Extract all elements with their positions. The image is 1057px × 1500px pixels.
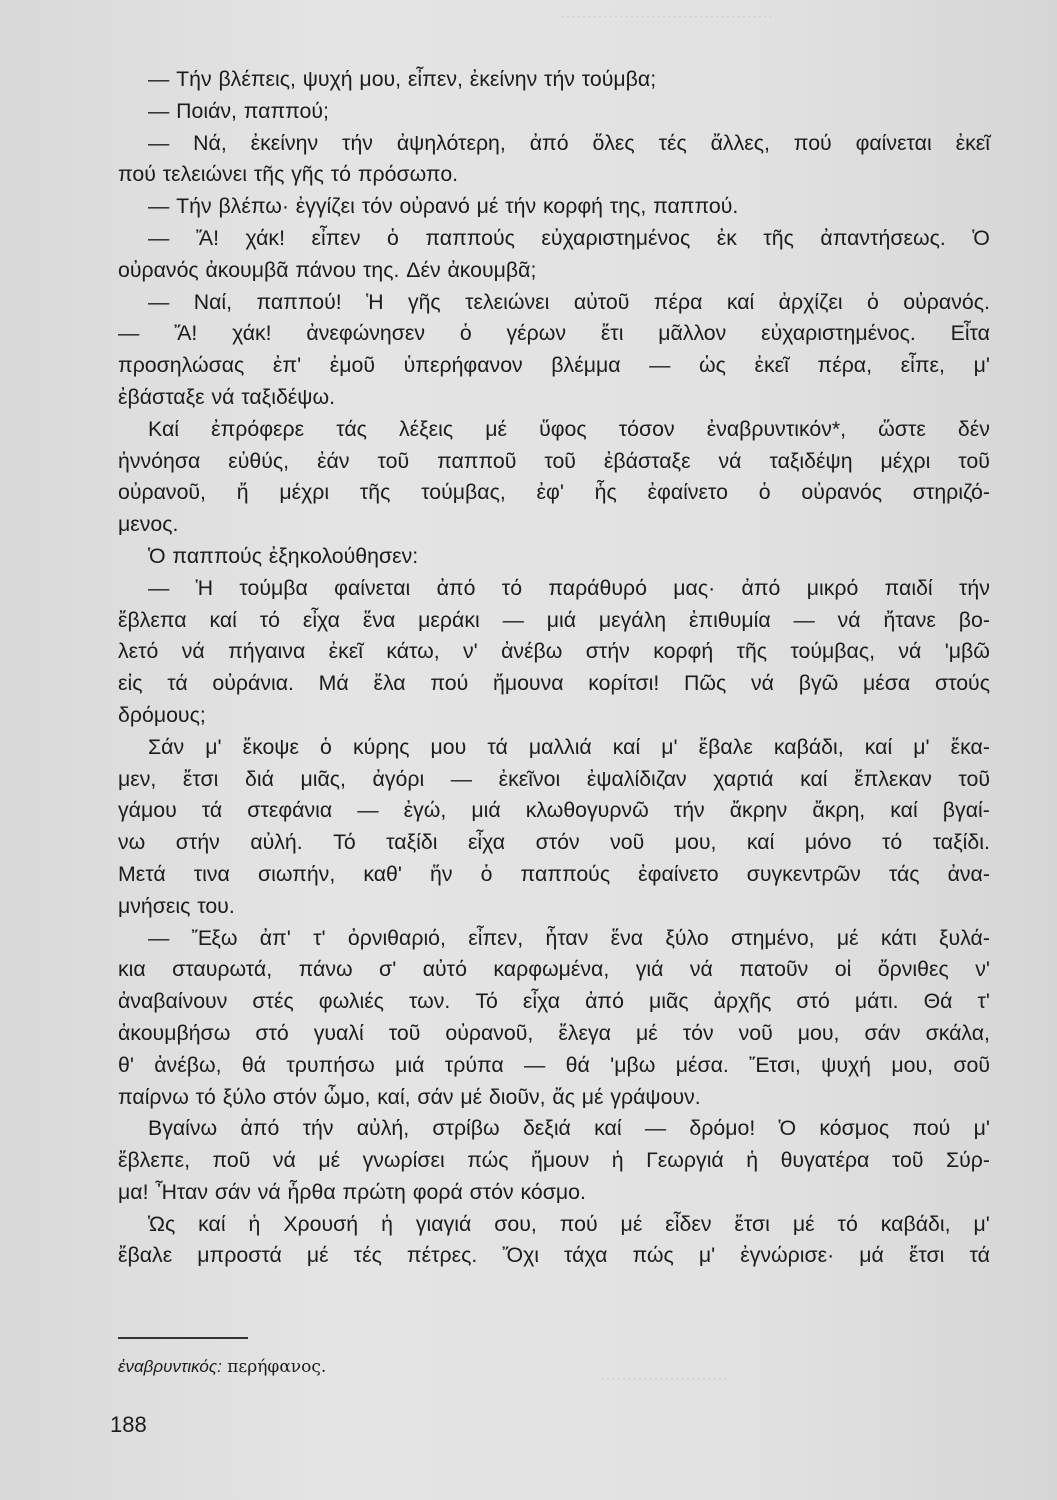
text-line: Βγαίνω ἀπό τήν αὐλή, στρίβω δεξιά καί — δρόμο! Ὁ κόσμος πού μ'	[148, 1116, 990, 1141]
text-line: εἰς τά οὐράνια. Μά ἔλα πού ἤμουνα κορίτσι! Πῶς νά βγῶ μέσα στούς	[118, 671, 990, 696]
text-line: Ὡς καί ἡ Χρουσή ἡ γιαγιά σου, πού μέ εἶδεν ἔτσι μέ τό καβάδι, μ'	[148, 1211, 990, 1236]
text-line: Σάν μ' ἔκοψε ὁ κύρης μου τά μαλλιά καί μ' ἔβαλε καβάδι, καί μ' ἔκα-	[148, 734, 990, 759]
bleed-through-text: ········································	[560, 8, 774, 25]
footnote-rule	[118, 1337, 248, 1339]
text-line: Μετά τινα σιωπήν, καθ' ἥν ὁ παππούς ἐφαίνετο συγκεντρῶν τάς ἀνα-	[118, 861, 990, 886]
text-line: μνήσεις του.	[118, 893, 235, 918]
text-line: προσηλώσας ἐπ' ἐμοῦ ὑπερήφανον βλέμμα — ὡς ἐκεῖ πέρα, εἶπε, μ'	[118, 353, 990, 378]
text-line: οὐρανοῦ, ἤ μέχρι τῆς τούμβας, ἐφ' ἧς ἐφαίνετο ὁ οὐρανός στηριζό-	[118, 480, 990, 505]
text-line: νω στήν αὐλή. Τό ταξίδι εἶχα στόν νοῦ μου, καί μόνο τό ταξίδι.	[118, 830, 990, 855]
text-line: μα! Ἦταν σάν νά ἦρθα πρώτη φορά στόν κόσμο.	[118, 1179, 586, 1204]
text-line: λετό νά πήγαινα ἐκεῖ κάτω, ν' ἀνέβω στήν κορφή τῆς τούμβας, νά 'μβῶ	[118, 639, 990, 664]
text-line: Καί ἐπρόφερε τάς λέξεις μέ ὕφος τόσον ἐναβρυντικόν*, ὥστε δέν	[148, 416, 990, 441]
text-line: μεν, ἔτσι διά μιᾶς, ἀγόρι — ἐκεῖνοι ἐψαλίδιζαν χαρτιά καί ἔπλεκαν τοῦ	[118, 766, 990, 791]
text-line: ἠννόησα εὐθύς, ἐάν τοῦ παπποῦ τοῦ ἐβάσταξε νά ταξιδέψη μέχρι τοῦ	[118, 448, 990, 473]
text-line: κια σταυρωτά, πάνω σ' αὐτό καρφωμένα, γιά νά πατοῦν οἱ ὄρνιθες ν'	[118, 957, 990, 982]
text-line: παίρνω τό ξύλο στόν ὦμο, καί, σάν μέ διοῦν, ἄς μέ γράψουν.	[118, 1084, 701, 1109]
page-number: 188	[110, 1412, 147, 1437]
text-line: — Ναί, παππού! Ἡ γῆς τελειώνει αὐτοῦ πέρα καί ἀρχίζει ὁ οὐρανός.	[148, 289, 990, 314]
text-line: πού τελειώνει τῆς γῆς τό πρόσωπο.	[118, 162, 459, 187]
text-line: ἔβλεπα καί τό εἶχα ἕνα μεράκι — μιά μεγάλη ἐπιθυμία — νά ἤτανε βο-	[118, 607, 990, 632]
text-line: ἔβλεπε, ποῦ νά μέ γνωρίσει πώς ἤμουν ἡ Γεωργιά ἡ θυγατέρα τοῦ Σύρ-	[118, 1148, 990, 1173]
bleed-through-text: ························	[600, 1370, 728, 1387]
text-line: θ' ἀνέβω, θά τρυπήσω μιά τρύπα — θά 'μβω μέσα. Ἔτσι, ψυχή μου, σοῦ	[118, 1052, 990, 1077]
text-line: — Ἄ! χάκ! ἀνεφώνησεν ὁ γέρων ἔτι μᾶλλον εὐχαριστημένος. Εἶτα	[118, 321, 990, 346]
body-text	[118, 64, 990, 1272]
text-line: γάμου τά στεφάνια — ἐγώ, μιά κλωθογυρνῶ τήν ἄκρην ἄκρη, καί βγαί-	[118, 798, 990, 823]
text-line: ἀναβαίνουν στές φωλιές των. Τό εἶχα ἀπό μιᾶς ἀρχῆς στό μάτι. Θά τ'	[118, 989, 990, 1014]
text-line: ἀκουμβήσω στό γυαλί τοῦ οὐρανοῦ, ἔλεγα μέ τόν νοῦ μου, σάν σκάλα,	[118, 1020, 990, 1045]
text-line: ἔβαλε μπροστά μέ τές πέτρες. Ὄχι τάχα πώς μ' ἐγνώρισε· μά ἔτσι τά	[118, 1243, 990, 1268]
text-line: μενος.	[118, 512, 179, 537]
footnote	[118, 1355, 326, 1379]
text-line: οὐρανός ἀκουμβᾶ πάνου της. Δέν ἀκουμβᾶ;	[118, 257, 537, 282]
text-line: — Ἄ! χάκ! εἶπεν ὁ παππούς εὐχαριστημένος ἐκ τῆς ἀπαντήσεως. Ὁ	[148, 225, 990, 250]
text-line: — Ἔξω ἀπ' τ' ὀρνιθαριό, εἶπεν, ἦταν ἕνα ξύλο στημένο, μέ κάτι ξυλά-	[148, 925, 990, 950]
text-line: ἐβάσταξε νά ταξιδέψω.	[118, 384, 336, 409]
footnote-term: ἐναβρυντικός:	[118, 1357, 222, 1376]
text-line: — Τήν βλέπεις, ψυχή μου, εἶπεν, ἐκείνην τήν τούμβα;	[148, 67, 657, 91]
footnote-definition: περήφανος.	[227, 1357, 327, 1377]
text-line: — Ἡ τούμβα φαίνεται ἀπό τό παράθυρό μας· ἀπό μικρό παιδί τήν	[148, 575, 990, 600]
text-line: — Τήν βλέπω· ἐγγίζει τόν οὐρανό μέ τήν κορφή της, παππού.	[148, 194, 739, 219]
text-line: — Ποιάν, παππού;	[148, 98, 329, 123]
text-line: — Νά, ἐκείνην τήν ἀψηλότερη, ἀπό ὅλες τές ἄλλες, πού φαίνεται ἐκεῖ	[148, 130, 990, 155]
text-line: δρόμους;	[118, 702, 206, 727]
text-line: Ὁ παππούς ἐξηκολούθησεν:	[148, 543, 419, 568]
